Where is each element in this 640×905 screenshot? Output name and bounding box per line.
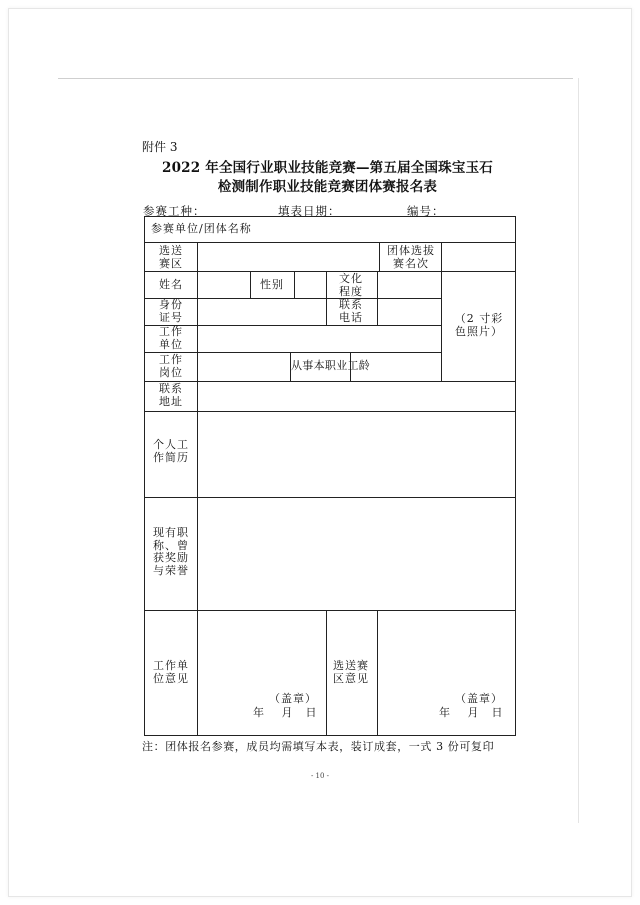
education-label: 文化程度 xyxy=(339,272,363,298)
years-in-trade-label: 从事本职业工龄 xyxy=(291,359,371,372)
margin-rule xyxy=(578,78,579,823)
document-title-line1: 2022 年全国行业职业技能竞赛—第五届全国珠宝玉石 xyxy=(162,160,493,176)
region-date-label: 年 月 日 xyxy=(439,706,504,719)
name-label: 姓名 xyxy=(159,278,183,291)
column-divider xyxy=(377,610,378,735)
row-divider xyxy=(145,325,441,326)
unit-date-label: 年 月 日 xyxy=(253,706,318,719)
team-ranking-label: 团体选拔赛名次 xyxy=(387,244,435,270)
column-divider xyxy=(294,271,295,298)
titles-awards-label: 现有职称、曾获奖励与荣誉 xyxy=(153,526,189,577)
unit-opinion-label: 工作单位意见 xyxy=(153,659,189,685)
row-divider xyxy=(145,610,515,611)
contact-address-label: 联系地址 xyxy=(159,382,183,408)
registration-form-table xyxy=(144,216,516,736)
number-label: 编号： xyxy=(407,204,445,218)
row-divider xyxy=(145,271,515,272)
attachment-label: 附件 3 xyxy=(142,140,178,154)
region-seal-label: （盖章） xyxy=(455,692,503,705)
send-region-label: 选送赛区 xyxy=(159,244,183,270)
row-divider xyxy=(145,352,441,353)
contact-phone-label: 联系电话 xyxy=(339,298,363,324)
row-divider xyxy=(145,497,515,498)
column-divider xyxy=(326,271,327,325)
column-divider xyxy=(441,242,442,381)
photo-placeholder: （2 寸彩色照片） xyxy=(454,312,504,338)
resume-label: 个人工作简历 xyxy=(153,438,189,464)
id-number-label: 身份证号 xyxy=(159,298,183,324)
work-unit-label: 工作单位 xyxy=(159,325,183,351)
footnote: 注：团体报名参赛，成员均需填写本表，装订成套，一式 3 份可复印 xyxy=(142,740,495,753)
column-divider xyxy=(197,242,198,735)
row-divider xyxy=(145,381,515,382)
gender-label: 性别 xyxy=(260,278,284,291)
job-position-label: 工作岗位 xyxy=(159,353,183,379)
competition-type-label: 参赛工种： xyxy=(143,204,206,218)
row-divider xyxy=(145,242,515,243)
header-rule xyxy=(58,78,573,79)
column-divider xyxy=(326,610,327,735)
row-divider xyxy=(145,298,441,299)
page-number: - 10 - xyxy=(310,772,330,780)
region-opinion-label: 选送赛区意见 xyxy=(333,659,369,685)
column-divider xyxy=(379,242,380,271)
column-divider xyxy=(250,271,251,298)
document-title-line2: 检测制作职业技能竞赛团体赛报名表 xyxy=(217,179,438,195)
fill-date-label: 填表日期： xyxy=(278,204,341,218)
unit-seal-label: （盖章） xyxy=(269,692,317,705)
unit-team-name-label: 参赛单位/团体名称 xyxy=(151,222,252,235)
column-divider xyxy=(377,271,378,325)
row-divider xyxy=(145,411,515,412)
